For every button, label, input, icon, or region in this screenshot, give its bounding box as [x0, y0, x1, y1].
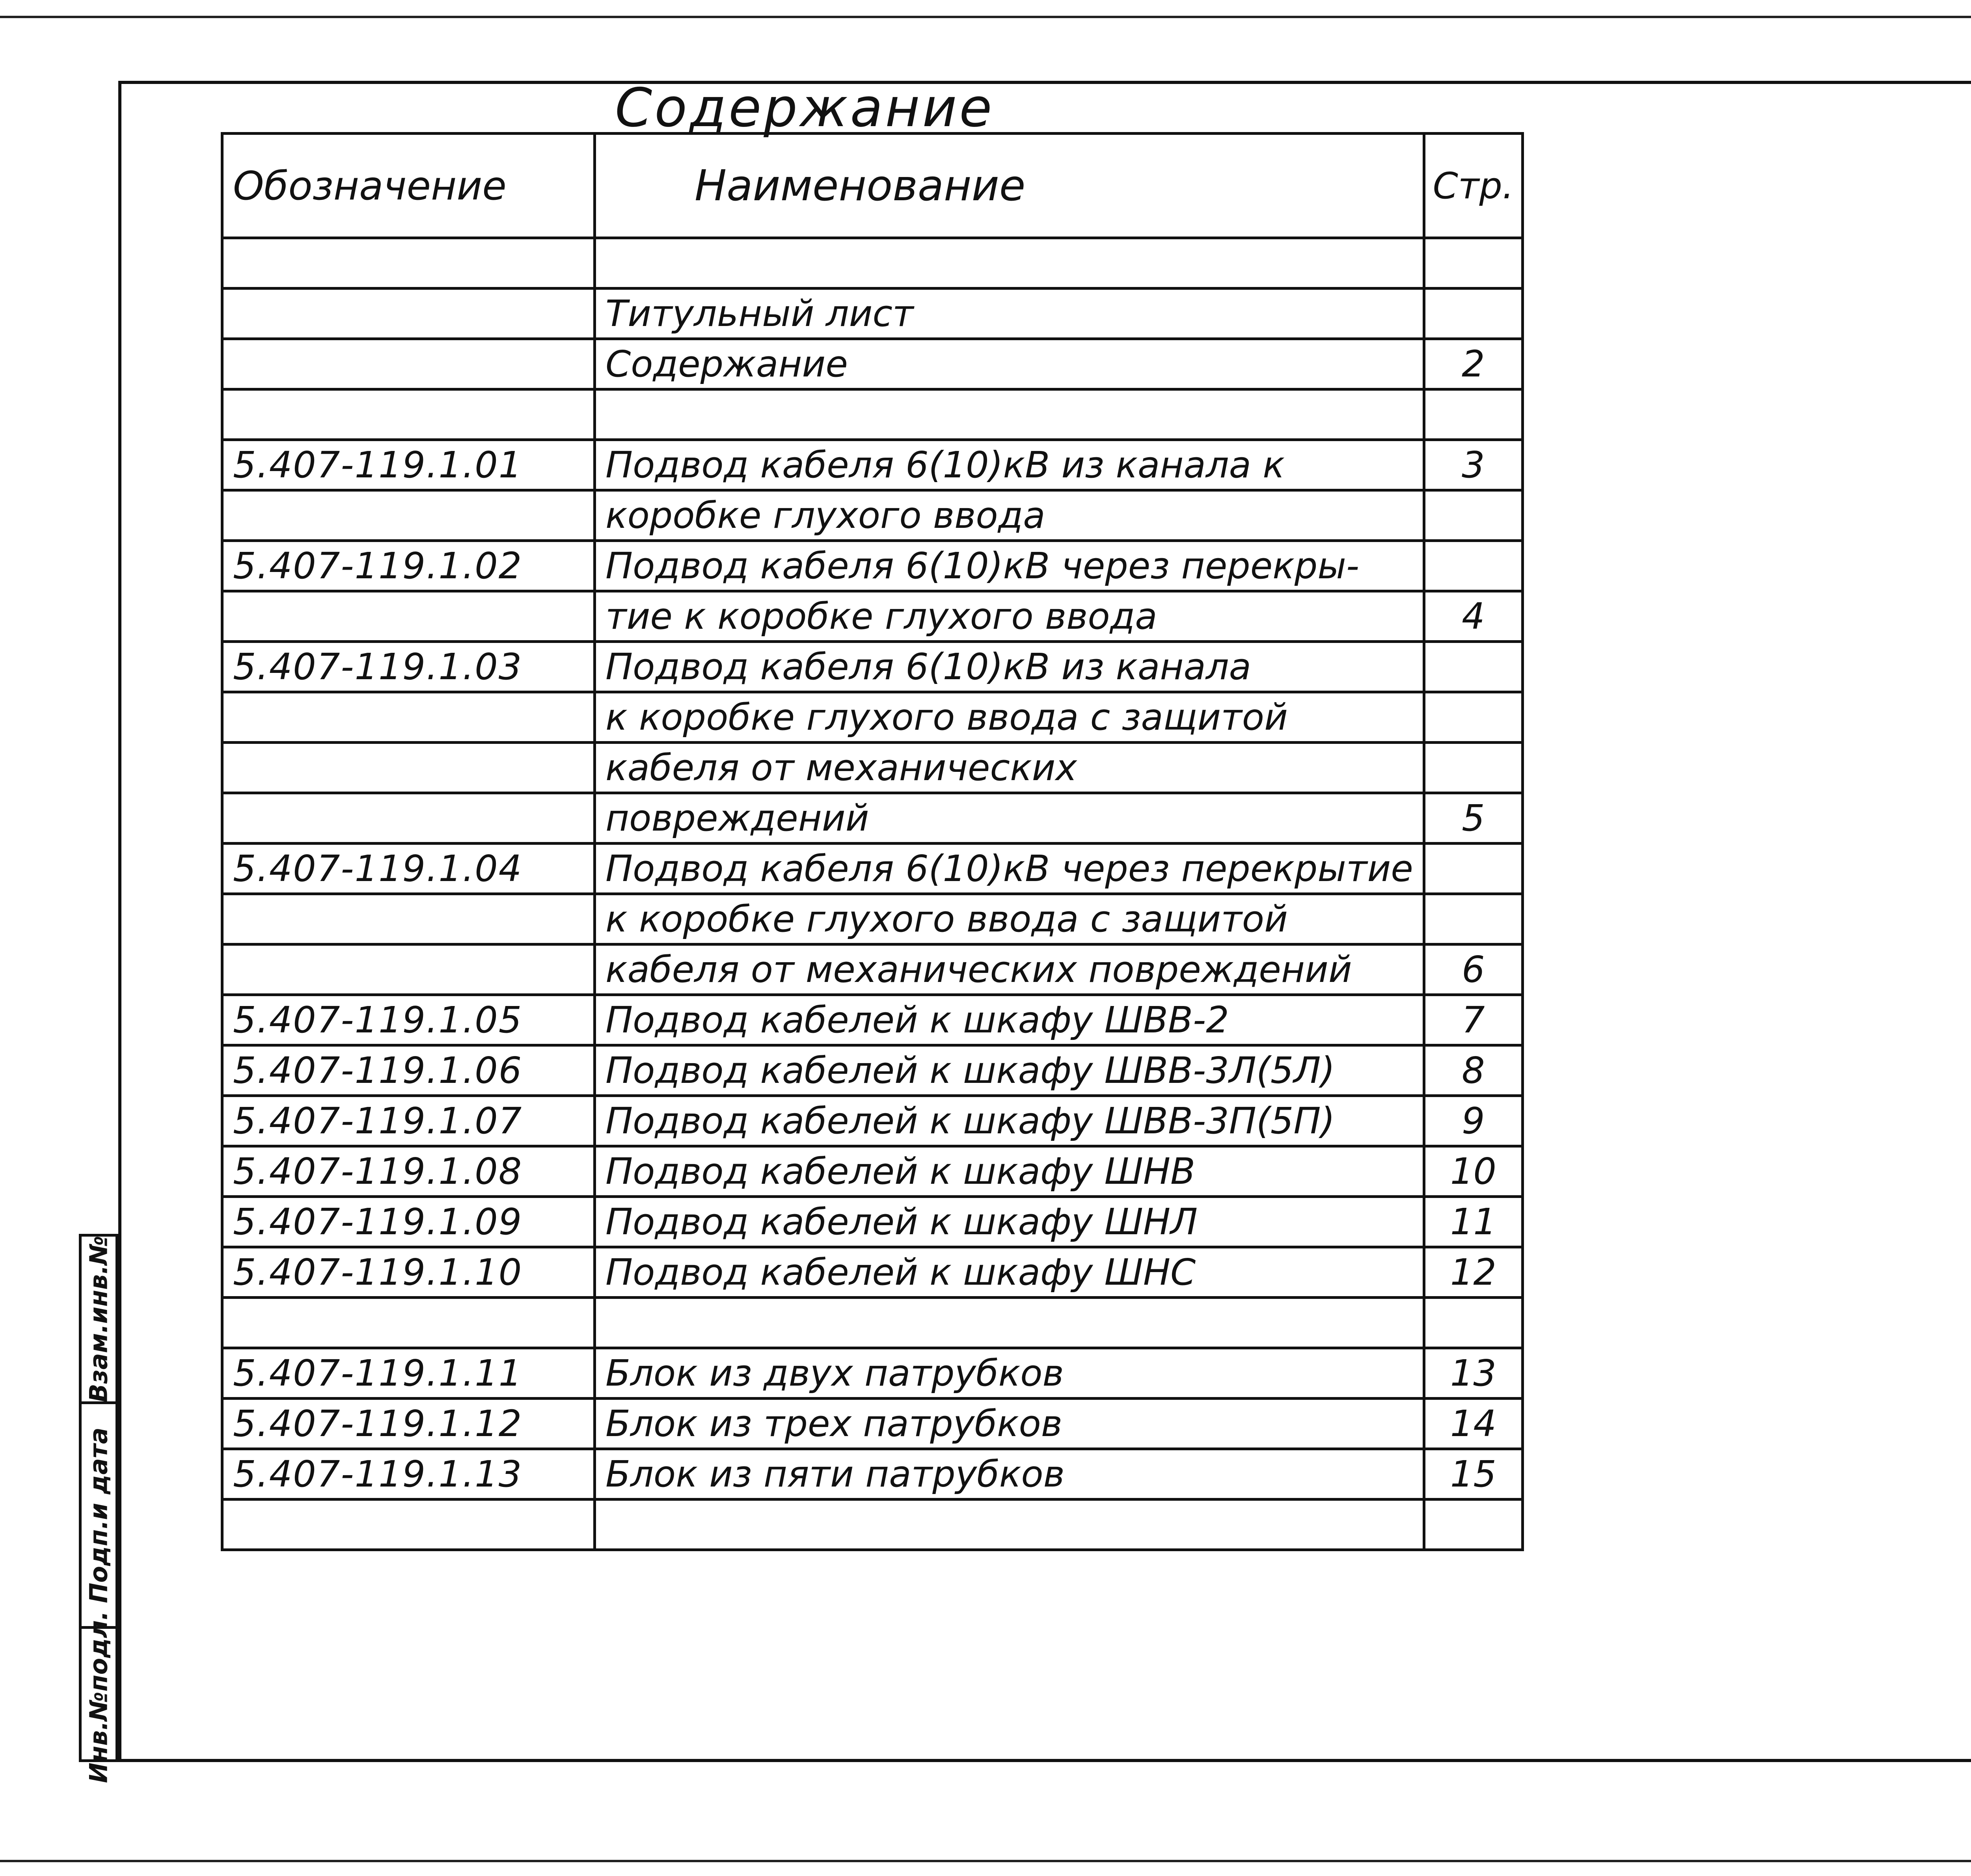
cell-page [1424, 743, 1522, 793]
sheet-edge-bottom [0, 1860, 1971, 1862]
table-row [222, 692, 1523, 743]
stamp-label-inv-podl: Инв.№подл. [84, 1611, 113, 1783]
stamp-cell-podp-data [82, 1404, 116, 1629]
cell-code: 5.407-119.1.02 [222, 541, 595, 591]
cell-code [222, 339, 595, 389]
cell-code [222, 389, 595, 440]
cell-page [1424, 692, 1522, 743]
cell-code: 5.407-119.1.03 [222, 642, 595, 692]
cell-page [1424, 541, 1522, 591]
cell-page: 3 [1424, 440, 1522, 490]
table-row [222, 591, 1523, 642]
table-row [222, 238, 1523, 289]
cell-code [222, 1500, 595, 1550]
table-row [222, 1399, 1523, 1449]
cell-code: 5.407-119.1.09 [222, 1197, 595, 1247]
cell-code: 5.407-119.1.13 [222, 1449, 595, 1500]
cell-page: 14 [1424, 1399, 1522, 1449]
cell-code: 5.407-119.1.04 [222, 844, 595, 894]
cell-code [222, 490, 595, 541]
cell-name: тие к коробке глухого ввода [595, 591, 1424, 642]
cell-name [595, 389, 1424, 440]
table-row [222, 1500, 1523, 1550]
table-row [222, 1146, 1523, 1197]
cell-name: Содержание [595, 339, 1424, 389]
table-row [222, 1348, 1523, 1399]
cell-name: к коробке глухого ввода с защитой [595, 894, 1424, 945]
cell-name: Блок из трех патрубков [595, 1399, 1424, 1449]
cell-page: 15 [1424, 1449, 1522, 1500]
stamp-label-podp-data: Подп.и дата [84, 1427, 113, 1603]
cell-name: Подвод кабеля 6(10)кВ из канала к [595, 440, 1424, 490]
cell-name: Подвод кабелей к шкафу ШВВ-3Л(5Л) [595, 1045, 1424, 1096]
cell-page: 12 [1424, 1247, 1522, 1298]
table-row [222, 339, 1523, 389]
cell-page: 9 [1424, 1096, 1522, 1146]
cell-code: 5.407-119.1.06 [222, 1045, 595, 1096]
cell-name: Подвод кабелей к шкафу ШНЛ [595, 1197, 1424, 1247]
cell-code [222, 894, 595, 945]
cell-code: 5.407-119.1.10 [222, 1247, 595, 1298]
stamp-cell-inv-podl [82, 1611, 116, 1783]
cell-page: 7 [1424, 995, 1522, 1045]
cell-page [1424, 389, 1522, 440]
table-row [222, 894, 1523, 945]
cell-name: Титульный лист [595, 289, 1424, 339]
cell-code: 5.407-119.1.08 [222, 1146, 595, 1197]
cell-page [1424, 894, 1522, 945]
table-row [222, 743, 1523, 793]
cell-code: 5.407-119.1.01 [222, 440, 595, 490]
cell-name: Подвод кабелей к шкафу ШНС [595, 1247, 1424, 1298]
cell-page [1424, 642, 1522, 692]
cell-name [595, 238, 1424, 289]
cell-page: 8 [1424, 1045, 1522, 1096]
contents-table-body [222, 238, 1523, 1550]
cell-name [595, 1298, 1424, 1348]
cell-name: к коробке глухого ввода с защитой [595, 692, 1424, 743]
table-header-row [222, 134, 1523, 238]
table-row [222, 1298, 1523, 1348]
table-row [222, 1449, 1523, 1500]
column-header-code: Обозначение [222, 134, 595, 238]
cell-page [1424, 490, 1522, 541]
cell-name: Подвод кабеля 6(10)кВ через перекрытие [595, 844, 1424, 894]
column-header-page: Стр. [1424, 134, 1522, 238]
cell-code [222, 289, 595, 339]
cell-page [1424, 1500, 1522, 1550]
cell-page: 11 [1424, 1197, 1522, 1247]
table-row [222, 1096, 1523, 1146]
cell-code: 5.407-119.1.11 [222, 1348, 595, 1399]
table-row [222, 1197, 1523, 1247]
table-row [222, 289, 1523, 339]
cell-name: Подвод кабелей к шкафу ШНВ [595, 1146, 1424, 1197]
column-header-name: Наименование [595, 134, 1424, 238]
cell-name: Подвод кабелей к шкафу ШВВ-3П(5П) [595, 1096, 1424, 1146]
stamp-cell-vzam-inv [82, 1237, 116, 1404]
cell-name: коробке глухого ввода [595, 490, 1424, 541]
cell-page: 13 [1424, 1348, 1522, 1399]
cell-page [1424, 844, 1522, 894]
cell-page: 4 [1424, 591, 1522, 642]
sheet-edge-top [0, 16, 1971, 18]
cell-code: 5.407-119.1.05 [222, 995, 595, 1045]
cell-name: Блок из пяти патрубков [595, 1449, 1424, 1500]
table-row [222, 541, 1523, 591]
table-row [222, 1247, 1523, 1298]
table-row [222, 945, 1523, 995]
table-row [222, 440, 1523, 490]
table-row [222, 490, 1523, 541]
table-row [222, 389, 1523, 440]
cell-code [222, 743, 595, 793]
cell-code: 5.407-119.1.07 [222, 1096, 595, 1146]
cell-name: Подвод кабеля 6(10)кВ из канала [595, 642, 1424, 692]
cell-name: Подвод кабеля 6(10)кВ через перекры- [595, 541, 1424, 591]
cell-code [222, 793, 595, 844]
cell-page [1424, 289, 1522, 339]
cell-name [595, 1500, 1424, 1550]
page-title: Содержание [615, 77, 995, 139]
table-row [222, 844, 1523, 894]
cell-code [222, 1298, 595, 1348]
cell-name: Блок из двух патрубков [595, 1348, 1424, 1399]
cell-code [222, 591, 595, 642]
cell-name: кабеля от механических повреждений [595, 945, 1424, 995]
cell-code [222, 238, 595, 289]
cell-page: 6 [1424, 945, 1522, 995]
cell-code [222, 945, 595, 995]
cell-page: 10 [1424, 1146, 1522, 1197]
cell-page: 5 [1424, 793, 1522, 844]
contents-table [221, 132, 1524, 1551]
cell-page [1424, 1298, 1522, 1348]
cell-code: 5.407-119.1.12 [222, 1399, 595, 1449]
cell-page [1424, 238, 1522, 289]
cell-name: повреждений [595, 793, 1424, 844]
stamp-label-vzam-inv: Взам.инв.№ [84, 1235, 113, 1403]
cell-code [222, 692, 595, 743]
binding-stamp [79, 1234, 118, 1783]
table-row [222, 995, 1523, 1045]
table-row [222, 642, 1523, 692]
cell-page: 2 [1424, 339, 1522, 389]
table-row [222, 1045, 1523, 1096]
cell-name: Подвод кабелей к шкафу ШВВ-2 [595, 995, 1424, 1045]
cell-name: кабеля от механических [595, 743, 1424, 793]
table-row [222, 793, 1523, 844]
